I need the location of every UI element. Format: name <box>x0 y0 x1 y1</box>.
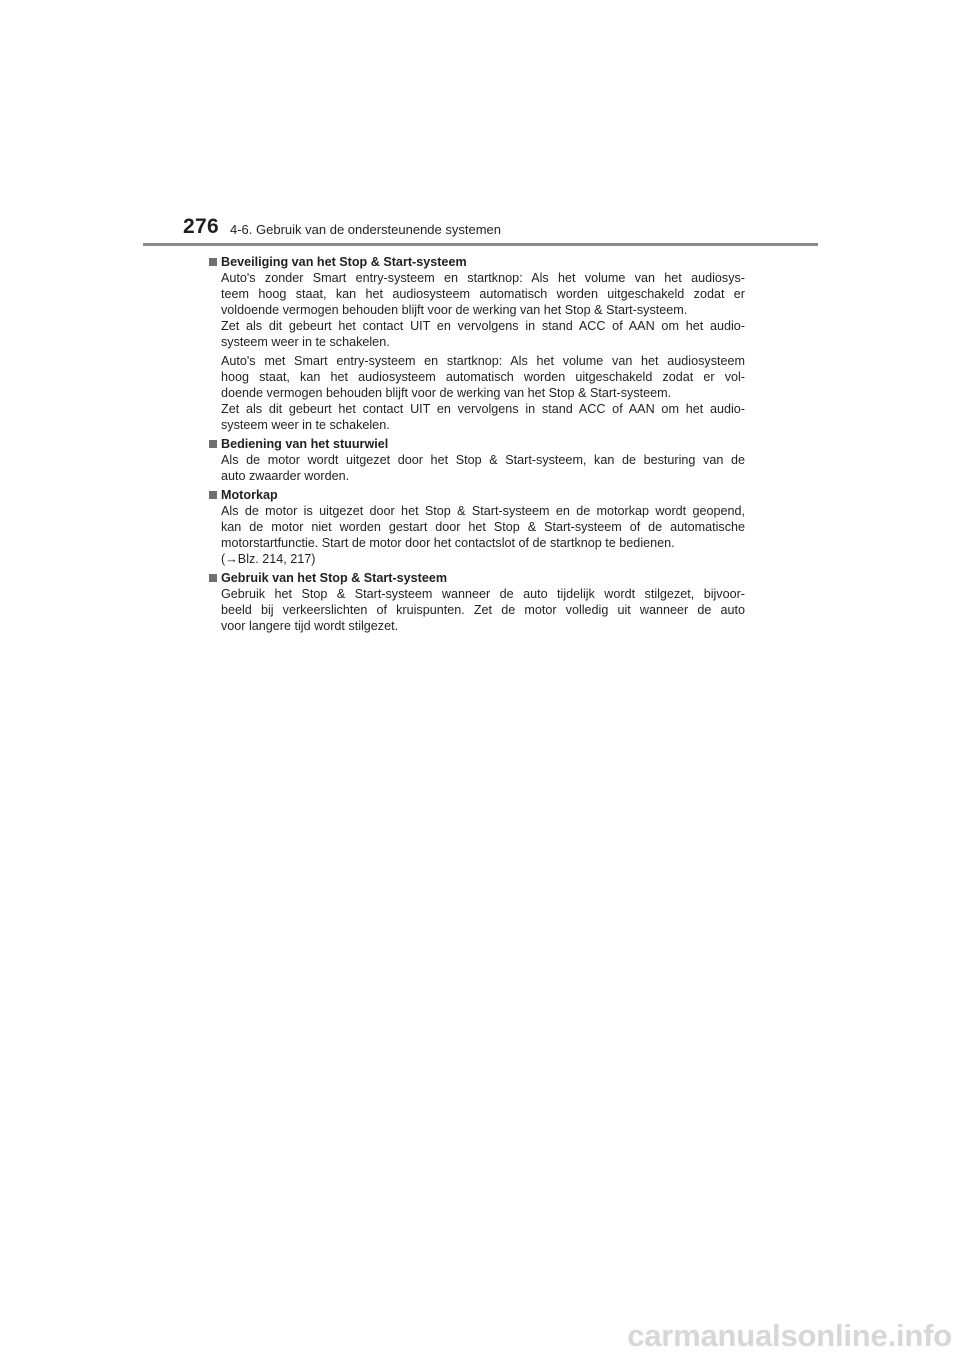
text-line: teem hoog staat, kan het audiosysteem automatisch worden uitgeschakeld zodat er <box>221 287 745 301</box>
page-header <box>0 0 960 250</box>
section-heading <box>209 570 745 586</box>
text-line: systeem weer in te schakelen. <box>221 335 390 349</box>
text-line: systeem weer in te schakelen. <box>221 418 390 432</box>
text-line: motorstartfunctie. Start de motor door het contactslot of de startknop te bedienen. <box>221 536 675 550</box>
body-paragraph <box>209 353 745 433</box>
text-line: Auto's met Smart entry-systeem en startknop: Als het volume van het audiosysteem <box>221 354 745 368</box>
section-heading-text: Gebruik van het Stop & Start-systeem <box>221 571 448 585</box>
body-paragraph <box>209 503 745 567</box>
page-number: 276 <box>183 215 219 238</box>
square-bullet-icon <box>209 574 217 582</box>
text-line: auto zwaarder worden. <box>221 469 350 483</box>
text-line: Auto's zonder Smart entry-systeem en startknop: Als het volume van het audiosys- <box>221 271 745 285</box>
body-paragraph <box>209 586 745 634</box>
body-paragraph <box>209 270 745 350</box>
square-bullet-icon <box>209 258 217 266</box>
main-content <box>209 254 745 637</box>
text-line: beeld bij verkeerslichten of kruispunten. Zet de motor volledig uit wanneer de auto <box>221 603 745 617</box>
text-line: Zet als dit gebeurt het contact UIT en vervolgens in stand ACC of AAN om het audio- <box>221 319 745 333</box>
section-heading <box>209 436 745 452</box>
section-block <box>209 254 745 433</box>
text-line: (→Blz. 214, 217) <box>221 552 316 566</box>
text-line: Gebruik het Stop & Start-systeem wanneer de auto tijdelijk wordt stilgezet, bijvoor- <box>221 587 745 601</box>
body-paragraph <box>209 452 745 484</box>
section-heading-text: Motorkap <box>221 488 278 502</box>
section-block <box>209 487 745 567</box>
square-bullet-icon <box>209 440 217 448</box>
header-divider <box>143 243 818 246</box>
section-heading-text: Beveiliging van het Stop & Start-systeem <box>221 255 467 269</box>
section-block <box>209 436 745 484</box>
section-title: 4-6. Gebruik van de ondersteunende systemen <box>230 222 502 237</box>
text-line: voor langere tijd wordt stilgezet. <box>221 619 399 633</box>
text-line: hoog staat, kan het audiosysteem automatisch worden uitgeschakeld zodat er vol- <box>221 370 745 384</box>
text-line: doende vermogen behouden blijft voor de werking van het Stop & Start-systeem. <box>221 386 672 400</box>
text-line: voldoende vermogen behouden blijft voor de werking van het Stop & Start-systeem. <box>221 303 688 317</box>
section-block <box>209 570 745 634</box>
section-heading-text: Bediening van het stuurwiel <box>221 437 389 451</box>
text-line: Als de motor is uitgezet door het Stop & Start-systeem en de motorkap wordt geopend, <box>221 504 745 518</box>
section-heading <box>209 487 745 503</box>
text-line: Als de motor wordt uitgezet door het Stop & Start-systeem, kan de besturing van de <box>221 453 745 467</box>
text-line: Zet als dit gebeurt het contact UIT en vervolgens in stand ACC of AAN om het audio- <box>221 402 745 416</box>
section-heading <box>209 254 745 270</box>
square-bullet-icon <box>209 491 217 499</box>
watermark-url: carmanualsonline.info <box>627 1318 952 1353</box>
text-line: kan de motor niet worden gestart door het Stop & Start-systeem of de automatische <box>221 520 745 534</box>
